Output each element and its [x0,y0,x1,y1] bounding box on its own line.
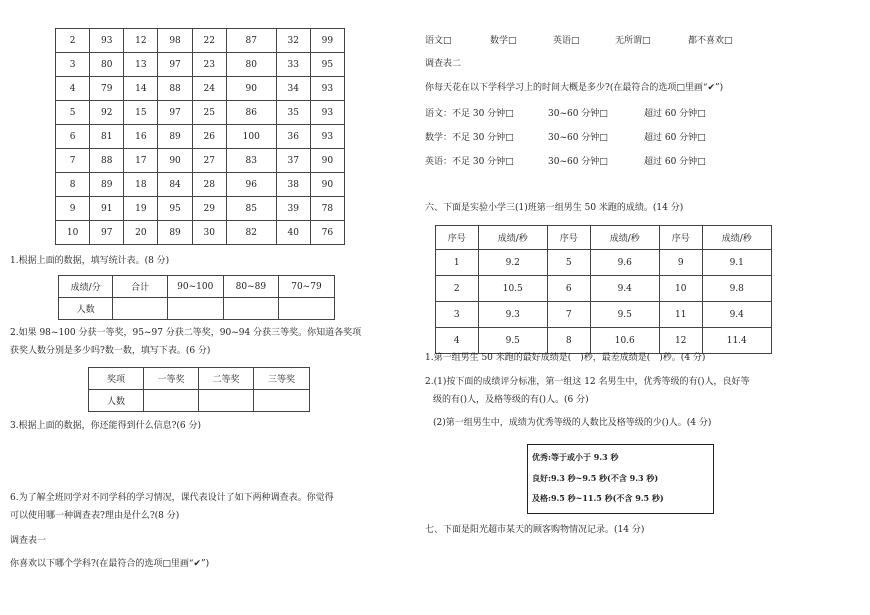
s6-q2-line1: 2.(1)按下面的成绩评分标准，第一组这 12 名男生中，优秀等级的有()人，良好等 [425,377,750,387]
score-cell: 80 [90,53,124,77]
run-cell: 9.4 [702,302,772,328]
score-cell: 89 [158,125,192,149]
survey2-option[interactable]: 语文：不足 30 分钟□ [425,109,514,119]
run-cell: 9.2 [478,250,547,276]
run-cell: 9.5 [478,328,547,354]
score-cell: 76 [310,221,344,245]
score-cell: 25 [192,101,226,125]
score-cell: 32 [276,29,310,53]
run-header-cell: 成绩/秒 [590,226,659,250]
run-header-cell: 序号 [659,226,702,250]
q3-text: 3.根据上面的数据，你还能得到什么信息?(6 分) [10,421,202,431]
q6-line1: 6.为了解全班同学对不同学科的学习情况，课代表设计了如下两种调查表。你觉得 [10,493,334,503]
run-cell: 6 [547,276,590,302]
score-row [56,125,345,149]
run-header-cell: 序号 [436,226,479,250]
score-cell: 2 [56,29,90,53]
survey2-option[interactable]: 超过 60 分钟□ [644,133,706,143]
run-row [436,250,772,276]
q2-answer-cell[interactable] [254,390,310,412]
run-row [436,328,772,354]
run-row [436,302,772,328]
score-cell: 95 [310,53,344,77]
criteria-pass: 及格:9.5 秒~11.5 秒(不含 9.5 秒) [532,493,664,503]
score-cell: 93 [90,29,124,53]
score-cell: 19 [124,197,158,221]
score-cell: 5 [56,101,90,125]
score-cell: 36 [276,125,310,149]
run-cell: 9.6 [590,250,659,276]
run-cell: 9.8 [702,276,772,302]
score-row [56,29,345,53]
run-score-table [435,225,772,354]
survey1-option[interactable]: 英语□ [553,36,580,46]
survey2-option[interactable]: 超过 60 分钟□ [644,157,706,167]
run-cell: 9.5 [590,302,659,328]
score-cell: 10 [56,221,90,245]
section6-title: 六、下面是实验小学三(1)班第一组男生 50 米跑的成绩。(14 分) [425,203,684,213]
score-cell: 34 [276,77,310,101]
score-cell: 78 [310,197,344,221]
survey2-question: 你每天花在以下学科学习上的时间大概是多少?(在最符合的选项□里画“✔”) [425,83,724,93]
criteria-good: 良好:9.3 秒~9.5 秒(不含 9.3 秒) [532,473,659,483]
score-cell: 15 [124,101,158,125]
run-cell: 10.5 [478,276,547,302]
run-header-cell: 成绩/秒 [702,226,772,250]
survey2-title: 调查表二 [425,59,462,69]
run-cell: 7 [547,302,590,328]
q2-line1: 2.如果 98~100 分获一等奖，95~97 分获二等奖，90~94 分获三等奖。你知道各奖项 [10,328,362,338]
survey2-option[interactable]: 30~60 分钟□ [548,157,608,167]
run-cell: 12 [659,328,702,354]
q1-header: 80~89 [223,276,278,298]
score-cell: 28 [192,173,226,197]
survey2-option[interactable]: 英语：不足 30 分钟□ [425,157,514,167]
survey1-question: 你喜欢以下哪个学科?(在最符合的选项□里画“✔”) [10,559,210,569]
score-cell: 93 [310,125,344,149]
score-cell: 95 [158,197,192,221]
score-cell: 88 [90,149,124,173]
score-cell: 27 [192,149,226,173]
score-cell: 79 [90,77,124,101]
score-cell: 9 [56,197,90,221]
s6-q2-line3: (2)第一组男生中，成绩为优秀等级的人数比及格等级的少()人。(4 分) [433,418,712,428]
run-cell: 5 [547,250,590,276]
score-cell: 90 [226,77,276,101]
score-cell: 37 [276,149,310,173]
score-cell: 91 [90,197,124,221]
score-cell: 88 [158,77,192,101]
survey1-option[interactable]: 语文□ [425,36,452,46]
score-row [56,53,345,77]
run-cell: 9.3 [478,302,547,328]
score-cell: 12 [124,29,158,53]
q1-row-label: 人数 [59,298,113,320]
criteria-box [527,444,714,514]
score-cell: 3 [56,53,90,77]
score-cell: 81 [90,125,124,149]
score-cell: 26 [192,125,226,149]
score-cell: 86 [226,101,276,125]
criteria-excellent: 优秀:等于或小于 9.3 秒 [532,452,619,462]
run-header-row [436,226,772,250]
run-cell: 9 [659,250,702,276]
survey2-option[interactable]: 30~60 分钟□ [548,133,608,143]
score-cell: 38 [276,173,310,197]
q1-header: 90~100 [167,276,223,298]
score-cell: 83 [226,149,276,173]
score-cell: 33 [276,53,310,77]
run-cell: 11 [659,302,702,328]
q6-line2: 可以使用哪一种调查表?理由是什么?(8 分) [10,511,180,521]
score-cell: 85 [226,197,276,221]
survey2-option[interactable]: 30~60 分钟□ [548,109,608,119]
q2-header: 一等奖 [144,368,199,390]
score-table [55,28,345,245]
q1-header: 合计 [113,276,167,298]
q2-line2: 获奖人数分别是多少吗?数一数，填写下表。(6 分) [10,346,211,356]
score-cell: 6 [56,125,90,149]
survey1-title: 调查表一 [10,536,47,546]
section7-title: 七、下面是阳光超市某天的顾客购物情况记录。(14 分) [425,525,645,535]
score-cell: 13 [124,53,158,77]
run-header-cell: 序号 [547,226,590,250]
score-cell: 90 [310,149,344,173]
survey1-option[interactable]: 无所谓□ [615,36,651,46]
score-cell: 97 [158,53,192,77]
score-cell: 97 [90,221,124,245]
s6-q1: 1.第一组男生 50 米跑的最好成绩是( )秒，最差成绩是( )秒。(4 分) [425,353,706,363]
score-row [56,197,345,221]
run-row [436,276,772,302]
score-cell: 89 [158,221,192,245]
run-cell: 3 [436,302,479,328]
score-cell: 80 [226,53,276,77]
q1-answer-cell[interactable] [167,298,223,320]
run-cell: 4 [436,328,479,354]
run-cell: 10.6 [590,328,659,354]
score-cell: 93 [310,77,344,101]
score-cell: 29 [192,197,226,221]
q1-answer-cell[interactable] [223,298,278,320]
score-cell: 22 [192,29,226,53]
score-cell: 16 [124,125,158,149]
run-cell: 11.4 [702,328,772,354]
run-cell: 9.1 [702,250,772,276]
score-cell: 82 [226,221,276,245]
run-cell: 9.4 [590,276,659,302]
score-cell: 30 [192,221,226,245]
score-cell: 90 [158,149,192,173]
run-cell: 1 [436,250,479,276]
score-cell: 96 [226,173,276,197]
q2-header: 二等奖 [199,368,254,390]
q1-header: 70~79 [278,276,334,298]
q1-stat-table [58,275,335,320]
score-cell: 39 [276,197,310,221]
run-header-cell: 成绩/秒 [478,226,547,250]
score-cell: 40 [276,221,310,245]
score-cell: 24 [192,77,226,101]
q1-header: 成绩/分 [59,276,113,298]
score-cell: 87 [226,29,276,53]
run-cell: 8 [547,328,590,354]
score-cell: 18 [124,173,158,197]
score-cell: 14 [124,77,158,101]
survey2-option[interactable]: 数学：不足 30 分钟□ [425,133,514,143]
score-cell: 90 [310,173,344,197]
score-cell: 89 [90,173,124,197]
survey1-option[interactable]: 都不喜欢□ [688,36,733,46]
score-cell: 97 [158,101,192,125]
score-row [56,221,345,245]
q1-answer-cell[interactable] [278,298,334,320]
run-cell: 10 [659,276,702,302]
score-cell: 99 [310,29,344,53]
score-cell: 20 [124,221,158,245]
score-cell: 7 [56,149,90,173]
s6-q2-line2: 级的有()人，及格等级的有()人。(6 分) [433,395,589,405]
score-cell: 93 [310,101,344,125]
q2-header: 三等奖 [254,368,310,390]
score-cell: 17 [124,149,158,173]
score-cell: 98 [158,29,192,53]
q2-answer-cell[interactable] [199,390,254,412]
score-cell: 100 [226,125,276,149]
q2-header: 奖项 [89,368,144,390]
q1-answer-cell[interactable] [113,298,167,320]
score-row [56,77,345,101]
score-cell: 4 [56,77,90,101]
score-cell: 8 [56,173,90,197]
score-cell: 35 [276,101,310,125]
score-row [56,101,345,125]
survey1-option[interactable]: 数学□ [490,36,517,46]
score-row [56,149,345,173]
score-cell: 23 [192,53,226,77]
q2-row-label: 人数 [89,390,144,412]
score-cell: 92 [90,101,124,125]
q2-answer-cell[interactable] [144,390,199,412]
score-cell: 84 [158,173,192,197]
survey2-option[interactable]: 超过 60 分钟□ [644,109,706,119]
q1-text: 1.根据上面的数据，填写统计表。(8 分) [10,256,170,266]
run-cell: 2 [436,276,479,302]
q2-award-table [88,367,310,412]
score-row [56,173,345,197]
